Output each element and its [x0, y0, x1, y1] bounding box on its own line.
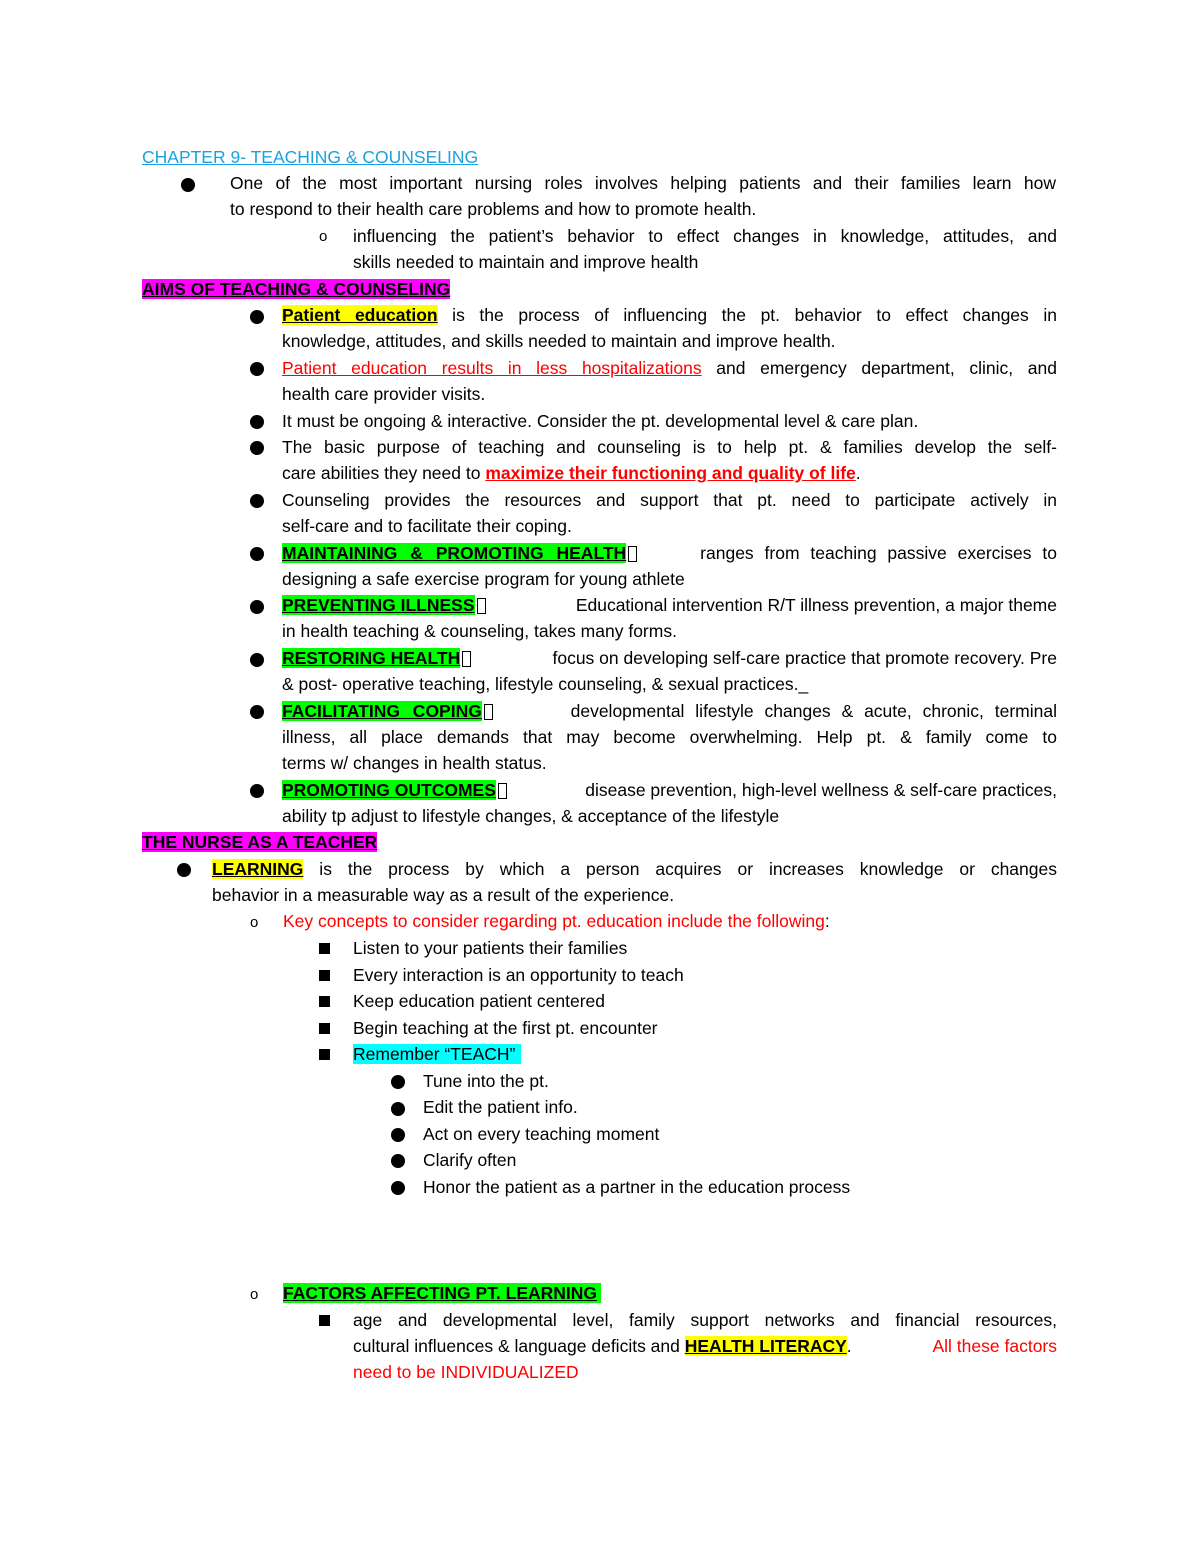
maintaining-health-label: MAINTAINING & PROMOTING HEALTH — [282, 543, 627, 563]
aims-bullet-9-text: developmental lifestyle changes & acute, chronic, terminal — [570, 701, 1057, 721]
restoring-health-label: RESTORING HEALTH — [282, 648, 461, 668]
intro-line-2: to respond to their health care problems and how to promote health. — [230, 199, 757, 219]
square-bullet-icon — [319, 970, 330, 981]
health-literacy-emphasis: HEALTH LITERACY — [684, 1336, 847, 1356]
square-bullet-icon — [319, 1049, 330, 1060]
bullet-icon — [391, 1075, 405, 1089]
concept-item: Keep education patient centered — [353, 991, 605, 1011]
aims-bullet-4: The basic purpose of teaching and counseling is to help pt. & families develop the self- — [282, 437, 1057, 457]
factors-heading-text: FACTORS AFFECTING PT. LEARNING — [283, 1283, 601, 1303]
bullet-icon — [250, 362, 264, 376]
factors-line-3: need to be INDIVIDUALIZED — [353, 1362, 579, 1382]
aims-bullet-5-line-2: self-care and to facilitate their coping. — [282, 516, 572, 536]
missing-glyph-icon — [484, 704, 493, 720]
aims-bullet-2 — [282, 357, 1057, 381]
key-concepts-colon: : — [824, 911, 830, 931]
teach-item: Tune into the pt. — [423, 1071, 549, 1091]
aims-bullet-8-text: focus on developing self-care practice that promote recovery. Pre — [552, 648, 1057, 668]
aims-bullet-10 — [282, 779, 1057, 803]
aims-bullet-8 — [282, 647, 1057, 671]
bullet-icon — [391, 1128, 405, 1142]
aims-bullet-7 — [282, 594, 1057, 618]
factors-post: . — [846, 1336, 862, 1356]
bullet-icon — [250, 653, 264, 667]
aims-bullet-1-line-2: knowledge, attitudes, and skills needed to maintain and improve health. — [282, 331, 836, 351]
aims-bullet-9-line-3: terms w/ changes in health status. — [282, 753, 547, 773]
factors-pre: cultural influences & language deficits and — [353, 1336, 685, 1356]
teach-item: Act on every teaching moment — [423, 1124, 660, 1144]
teach-item: Edit the patient info. — [423, 1097, 578, 1117]
aims-bullet-9-line-2: illness, all place demands that may become overwhelming. Help pt. & family come to — [282, 727, 1057, 747]
missing-glyph-icon — [498, 783, 507, 799]
bullet-icon — [250, 415, 264, 429]
circle-bullet-icon: o — [250, 914, 259, 931]
factors-red-text: All these factors — [932, 1336, 1057, 1356]
aims-bullet-10-text: disease prevention, high-level wellness & self-care practices, — [585, 780, 1057, 800]
aims-bullet-7-line-2: in health teaching & counseling, takes many forms. — [282, 621, 677, 641]
aims-bullet-8-line-2: & post- operative teaching, lifestyle counseling, & sexual practices._ — [282, 674, 809, 694]
aims-bullet-10-line-2: ability tp adjust to lifestyle changes, & acceptance of the lifestyle — [282, 806, 780, 826]
aims-bullet-7-text: Educational intervention R/T illness prevention, a major theme — [575, 595, 1057, 615]
patient-education-label: Patient education — [282, 305, 438, 325]
factors-line-2 — [353, 1335, 1057, 1359]
aims-bullet-4-line-2 — [282, 462, 861, 486]
key-concepts-text: Key concepts to consider regarding pt. education include the following — [283, 911, 825, 931]
learning-line-2: behavior in a measurable way as a result of the experience. — [212, 885, 675, 905]
key-concepts-line — [283, 910, 830, 934]
intro-line-1: One of the most important nursing roles involves helping patients and their families learn how — [230, 173, 1056, 193]
aims-bullet-3: It must be ongoing & interactive. Consider the pt. developmental level & care plan. — [282, 411, 919, 431]
aims-bullet-6 — [282, 542, 1057, 566]
learning-text: is the process by which a person acquires or increases knowledge or changes — [303, 859, 1057, 879]
square-bullet-icon — [319, 1023, 330, 1034]
aims-bullet-1 — [282, 304, 1057, 328]
promoting-outcomes-label: PROMOTING OUTCOMES — [282, 780, 496, 800]
missing-glyph-icon — [462, 651, 471, 667]
bullet-icon — [250, 441, 264, 455]
concept-item: Every interaction is an opportunity to teach — [353, 965, 684, 985]
aims-bullet-1-text: is the process of influencing the pt. behavior to effect changes in — [437, 305, 1057, 325]
factors-line-1: age and developmental level, family support networks and financial resources, — [353, 1310, 1057, 1330]
square-bullet-icon — [319, 1315, 330, 1326]
circle-bullet-icon: o — [250, 1286, 259, 1303]
bullet-icon — [181, 178, 195, 192]
bullet-icon — [250, 494, 264, 508]
concept-item: Begin teaching at the first pt. encounter — [353, 1018, 658, 1038]
intro-sub-line-2: skills needed to maintain and improve health — [353, 252, 699, 272]
aims-bullet-2-line-2: health care provider visits. — [282, 384, 486, 404]
teacher-heading-text: THE NURSE AS A TEACHER — [142, 832, 378, 852]
aims-bullet-5: Counseling provides the resources and support that pt. need to participate actively in — [282, 490, 1057, 510]
bullet-icon — [250, 547, 264, 561]
square-bullet-icon — [319, 943, 330, 954]
aims-bullet-4-pre: care abilities they need to — [282, 463, 486, 483]
teach-item: Honor the patient as a partner in the education process — [423, 1177, 851, 1197]
square-bullet-icon — [319, 996, 330, 1007]
learning-label: LEARNING — [212, 859, 304, 879]
aims-bullet-2-text: and emergency department, clinic, and — [701, 358, 1057, 378]
aims-bullet-6-text: ranges from teaching passive exercises to — [700, 543, 1057, 563]
circle-bullet-icon: o — [319, 228, 328, 245]
intro-sub-line-1: influencing the patient’s behavior to effect changes in knowledge, attitudes, and — [353, 226, 1057, 246]
bullet-icon — [250, 310, 264, 324]
concept-item: Listen to your patients their families — [353, 938, 628, 958]
teach-label-line — [353, 1043, 521, 1067]
preventing-illness-label: PREVENTING ILLNESS — [282, 595, 475, 615]
factors-heading — [283, 1282, 601, 1306]
bullet-icon — [250, 705, 264, 719]
aims-heading — [142, 278, 450, 302]
bullet-icon — [391, 1181, 405, 1195]
teacher-heading — [142, 831, 377, 855]
maximize-functioning-emphasis: maximize their functioning and quality of life — [485, 463, 856, 483]
bullet-icon — [250, 784, 264, 798]
bullet-icon — [391, 1102, 405, 1116]
patient-education-results-label: Patient education results in less hospitalizations — [282, 358, 702, 378]
bullet-icon — [391, 1154, 405, 1168]
bullet-icon — [177, 863, 191, 877]
aims-bullet-4-post: . — [855, 463, 861, 483]
missing-glyph-icon — [628, 546, 637, 562]
aims-heading-text: AIMS OF TEACHING & COUNSELING — [142, 279, 451, 299]
facilitating-coping-label: FACILITATING COPING — [282, 701, 482, 721]
teach-label: Remember “TEACH” — [353, 1044, 521, 1064]
teach-item: Clarify often — [423, 1150, 517, 1170]
aims-bullet-6-line-2: designing a safe exercise program for young athlete — [282, 569, 685, 589]
chapter-title: CHAPTER 9- TEACHING & COUNSELING — [142, 147, 479, 167]
learning-line-1 — [212, 858, 1057, 882]
aims-bullet-9 — [282, 700, 1057, 724]
bullet-icon — [250, 600, 264, 614]
missing-glyph-icon — [477, 598, 486, 614]
